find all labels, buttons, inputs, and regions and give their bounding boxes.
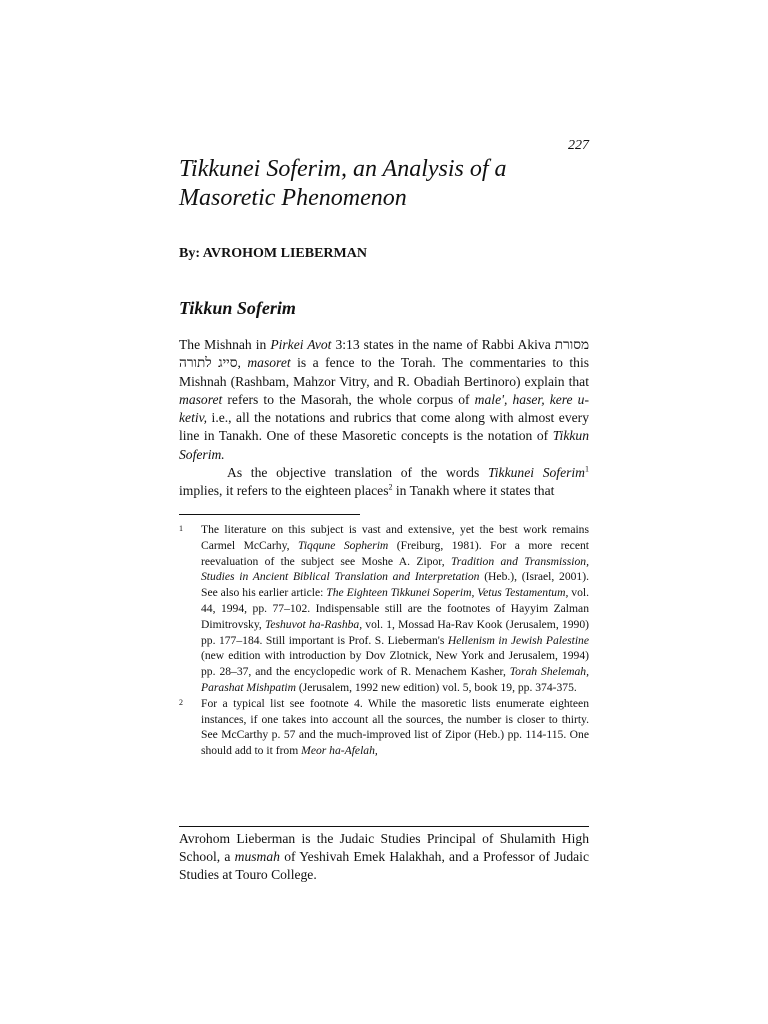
italic-text: Tikkun Soferim. [179, 428, 589, 462]
italic-text: masoret [179, 391, 223, 407]
footnote-text: For a typical list see footnote 4. While the masoretic lists enumerate eighteen instances, if one takes into account all the sources, the number is closer to thirty. See McCarthy p. 57 and the much-improved list of Zipor (Heb.) pp. 114-115. One should add to it from Meor ha-Afelah, [201, 696, 589, 758]
body-paragraph-2: As the objective translation of the words Tikkunei Soferim$^1$ implies, it refers to the eighteen places$^2$ in Tanakh where it states that [179, 464, 589, 499]
author-byline: By: AVROHOM LIEBERMAN [179, 246, 367, 261]
footnote-2 [179, 696, 589, 759]
italic-text: male', haser, kere u-ketiv, [179, 391, 590, 426]
italic-text: Torah Shelemah, Parashat Mishpatim [201, 665, 590, 694]
body-paragraph-1: The Mishnah in Pirkei Avot 3:13 states in the name of Rabbi Akiva מסורת סייג לתורה, masoret is a fence to the Torah. The commentaries to this Mishnah (Rashbam, Mahzor Vitry, and R. Obadiah Bertinoro) explain that masoret refers to the Masorah, the whole corpus of male', haser, kere u-ketiv, i.e., all the notations and rubrics that come along with almost every line in Tanakh. One of these Masoretic concepts is the notation of Tikkun Soferim. [179, 337, 590, 462]
footnote-text: The literature on this subject is vast and extensive, yet the best work remains Carmel McCarhy, Tiqqune Sopherim (Freiburg, 1981). For a more recent reevaluation of the subject see Moshe A. Zipor, Tradition and Transmission, Studies in Ancient Biblical Translation and Interpretation (Heb.), (Israel, 2001). See also his earlier article: The Eighteen Tikkunei Soperim, Vetus Testamentum, vol. 44, 1994, pp. 77–102. Indispensable still are the footnotes of Hayyim Zalman Dimitrovsky, Teshuvot ha-Rashba, vol. 1, Mossad Ha-Rav Kook (Jerusalem, 1990) pp. 177–184. Still important is Prof. S. Lieberman's Hellenism in Jewish Palestine (new edition with introduction by Dov Zlotnick, New York and Jerusalem, 1994) pp. 28–37, and the encyclopedic work of R. Menachem Kasher, Torah Shelemah, Parashat Mishpatim (Jerusalem, 1992 new edition) vol. 5, book 19, pp. 374-375. [201, 523, 590, 694]
author-bio-separator [179, 826, 589, 827]
italic-text: Meor ha-Afelah, [301, 744, 378, 758]
author-bio: Avrohom Lieberman is the Judaic Studies Principal of Shulamith High School, a musmah of Yeshivah Emek Halakhah, and a Professor of Judaic Studies at Touro College. [179, 831, 589, 882]
italic-text: Teshuvot ha-Rashba, [264, 617, 363, 631]
footnote-mark: 2 [179, 697, 183, 707]
body-text [179, 336, 589, 501]
footnote-reference: 1 [585, 464, 589, 474]
italic-text: Tiqqune Sopherim [298, 538, 389, 552]
footnote-mark: 1 [179, 524, 183, 533]
italic-text: masoret [247, 355, 291, 371]
footnote-reference: 2 [388, 482, 393, 492]
italic-text: The Eighteen Tikkunei Soperim, Vetus Testamentum, [326, 586, 569, 600]
article-title: Tikkunei Soferim, an Analysis of a Masoretic Phenomenon [179, 156, 507, 211]
footnote-separator [179, 514, 360, 515]
italic-text: musmah [234, 848, 280, 864]
footnotes [179, 522, 589, 759]
italic-text: Tradition and Transmission, Studies in Ancient Biblical Translation and Interpretation [201, 554, 589, 584]
page-number: 227 [568, 138, 589, 153]
italic-text: Pirkei Avot [270, 337, 332, 352]
section-heading: Tikkun Soferim [179, 298, 296, 318]
italic-text: Tikkunei Soferim [487, 465, 585, 481]
footnote-1 [179, 522, 589, 696]
italic-text: Hellenism in Jewish Palestine [447, 633, 589, 647]
hebrew-text: מסורת סייג לתורה [179, 337, 590, 371]
